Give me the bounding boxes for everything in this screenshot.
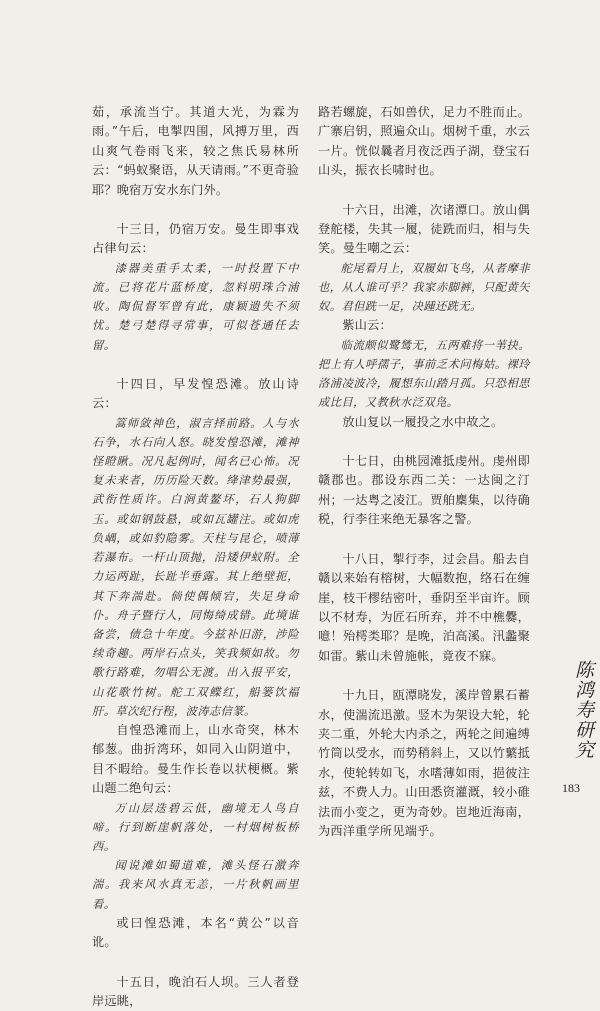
right-text-column: [318, 103, 530, 841]
page-number: 183: [562, 781, 580, 795]
poem-block: 篙师敛神色，淑言择前路。人与水石争，水石向人怒。晓发惶恐滩，滩神怪瞪瞅。况凡起例时，闻名已心怖。况复未来者，历历险天数。绛津势最强，武衔性质许。白涧黄鳌坏，石人狗脚玉。或如钢鼓悬，或如瓦罐注。或如虎负嵎，或如豹隐雾。天柱与昆仑，喷薄若瀑布。一杆山顶抛，沿矮伊蚁附。全力运两趾，长趾半垂露。其上绝壁扼，其下奔湍赴。倘使偶倾宕，失足身命仆。舟子暨行人，同悔绮成错。此境谁备尝，债急十年度。今兹补旧游，涉险续奇趣。两岸石点头，笑我频如故。勿歌行路难，勿唱公无渡。出入报平安，山花歌竹树。舵工双鲽红，船篓饮福肝。草次纪行程，波涛志信篆。: [92, 416, 299, 718]
paragraph: 十五日，晚泊石人坝。三人者登岸远眺，: [92, 974, 299, 1008]
paragraph-spacer: [92, 953, 299, 973]
paragraph-spacer: [92, 355, 299, 375]
paragraph-continuation: 路若螺旋，石如兽伏，足力不胜而止。广寨启钥，照遍众山。烟树千重，水云一片。恍似曩者月夜泛西子湖，登宝石山头，振衣长啸时也。: [318, 105, 530, 178]
paragraph: 十八日，掣行李，过会昌。船去自赣以来始有榕树，大幅数抱，络石在缠崖，枝干樛结密叶，垂阴至半亩许。顾以不材寿，为匠石所弃，并不中樵爨，噫！殆樗类耶？是晚，泊高溪。汛蠡聚如雷。紫山未曾施帐，竟夜不寐。: [318, 551, 530, 663]
paragraph-spacer: [318, 432, 530, 452]
running-title: 陈鸿寿研究: [572, 660, 594, 760]
poem-block: 临流颇似鹭鸶无，五两难将一苇抉。把上有人呼孺子，事前乏术问梅姑。裸玲洛浦凌波冷，履想东山踏月孤。只恐相思成比目，又教秋水泛双凫。: [318, 338, 530, 410]
paragraph-continuation: 茹，承流当宁。其道大光，为霖为雨。”午后，电掣四围，风搏万里，西山爽气卷雨飞来，较之焦氏易林所云：“蚂蚁聚语，从天请雨。”不更奇验耶？晚宿万安水东门外。: [92, 105, 299, 197]
poem-block: 闻说滩如蜀道难，滩头怪石激奔湍。我来风水真无恙，一片秋帆画里看。: [92, 859, 299, 911]
paragraph: 或曰惶恐滩，本名“黄公”以音讹。: [92, 915, 299, 950]
paragraph: 紫山云：: [342, 318, 392, 333]
paragraph: 十三日，仍宿万安。曼生即事戏占律句云：: [92, 222, 299, 256]
paragraph-spacer: [318, 181, 530, 201]
paragraph-spacer: [92, 200, 299, 220]
left-text-column: [92, 103, 299, 1011]
poem-block: 漆器美重手太柔，一时投置下中流。已将花片蓝桥度，忽料明珠合浦收。陶侃督军曾有此，康颖遗失不须忧。楚弓楚得寻常事，可似苍通任去留。: [92, 261, 299, 352]
paragraph: 十九日，瓯潭晓发，溪岸曾累石蓄水，使湍流迅激。竖木为架设大轮，轮夹二重，外轮大内杀之，两轮之间遍缚竹筒以受水，而势稍斜上，又以竹蘩抵水，使轮转如飞，水嗜薄如雨，挹彼注兹，不费人力。山田悉资灌溉，较小碓法而小变之，更为奇妙。岜地近海南，为西洋重学所见端乎。: [318, 688, 530, 838]
paragraph: 自惶恐滩而上，山水奇突，林木郁葱。曲折湾环，如同入山阴道中，目不暇给。曼生作长卷以状梗概。紫山题二绝句云：: [92, 722, 299, 796]
paragraph: 十六日，出滩，次诸潭口。放山偶登舵楼，失其一履，徒跣而归，相与失笑。曼生嘲之云：: [318, 202, 530, 256]
paragraph: 十四日，早发惶恐滩。放山诗云：: [92, 376, 299, 411]
paragraph-spacer: [318, 530, 530, 550]
poem-block: 万山层迭碧云低，幽境无人鸟自啼。行到断崖帆落处，一村烟树板桥西。: [92, 801, 299, 853]
poem-block: 舵尾看月上，双履如飞鸟，从者摩非也，从人谁可乎？我家赤脚裤，只配黄矢奴。君但跣一足，决踵还跣无。: [318, 261, 530, 314]
paragraph: 十七日，由桃园滩抵虔州。虔州即赣郡也。郡设东西二关：一达闽之汀州；一达粤之凌江。贾舶麇集，以待确税，行李往来绝无暴客之警。: [318, 454, 530, 527]
paragraph-spacer: [318, 666, 530, 686]
paragraph: 放山复以一履投之水中故之。: [342, 414, 504, 429]
